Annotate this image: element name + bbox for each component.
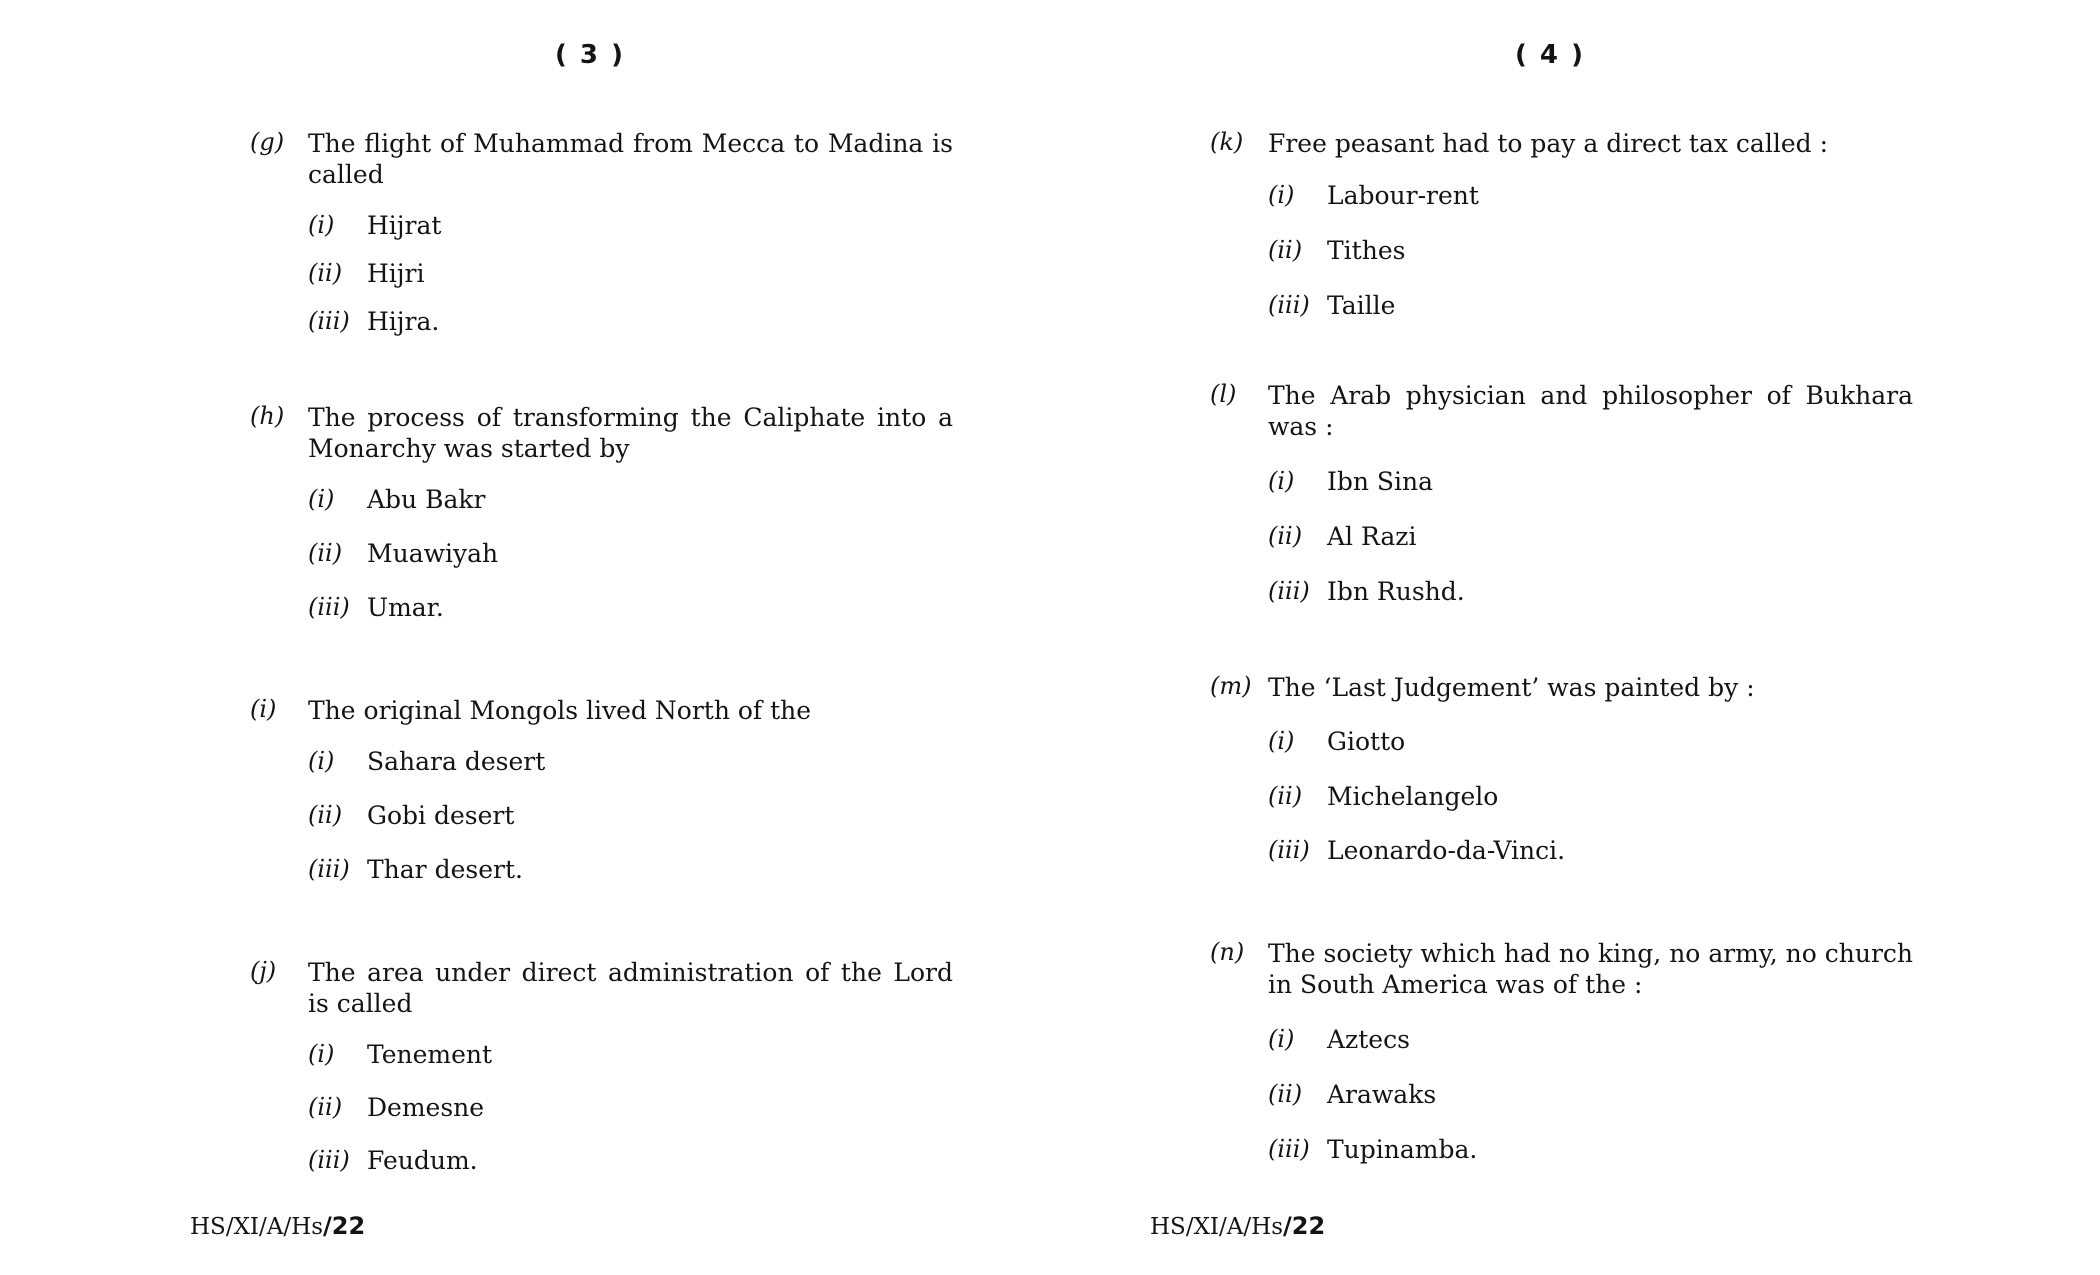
page-number: ( 4 ) <box>1515 40 1585 70</box>
option-text: Taille <box>1327 291 1396 320</box>
question-text: The ‘Last Judgement’ was painted by : <box>1268 673 1755 702</box>
question-label: (n) <box>1210 938 1245 966</box>
question-label: (i) <box>250 695 277 723</box>
option-label: (i) <box>1268 181 1295 209</box>
option-label: (iii) <box>1268 1135 1310 1163</box>
footer-code <box>190 1212 365 1240</box>
option-ii <box>1268 522 1868 554</box>
option-label: (ii) <box>308 1093 343 1121</box>
option-text: Gobi desert <box>367 801 515 830</box>
option-iii <box>308 307 908 339</box>
option-label: (ii) <box>308 539 343 567</box>
footer-number: /22 <box>323 1212 366 1240</box>
option-text: Demesne <box>367 1093 485 1122</box>
option-label: (ii) <box>1268 1080 1303 1108</box>
option-text: Hijra. <box>367 307 440 336</box>
question-label: (j) <box>250 957 277 985</box>
option-i <box>1268 727 1868 759</box>
option-label: (ii) <box>1268 782 1303 810</box>
option-text: Sahara desert <box>367 747 546 776</box>
question-text: The process of transforming the Caliphate into a Monarchy was started by <box>308 403 953 463</box>
option-label: (ii) <box>1268 236 1303 264</box>
footer-code <box>1150 1212 1325 1240</box>
option-text: Michelangelo <box>1327 782 1499 811</box>
option-ii <box>308 801 908 833</box>
option-label: (ii) <box>1268 522 1303 550</box>
question-text: The Arab physician and philosopher of Bukhara was : <box>1268 381 1913 441</box>
option-i <box>1268 1025 1868 1057</box>
option-iii <box>1268 291 1868 323</box>
option-text: Aztecs <box>1327 1025 1410 1054</box>
option-iii <box>308 593 908 625</box>
question-text: The society which had no king, no army, no church in South America was of the : <box>1268 939 1913 999</box>
option-text: Feudum. <box>367 1146 478 1175</box>
option-label: (iii) <box>308 1146 350 1174</box>
option-text: Abu Bakr <box>367 485 486 514</box>
footer-series: HS/XI/A/Hs <box>190 1214 323 1240</box>
option-text: Leonardo-da-Vinci. <box>1327 836 1566 865</box>
page-number: ( 3 ) <box>555 40 625 70</box>
option-label: (iii) <box>1268 291 1310 319</box>
question-label: (l) <box>1210 380 1237 408</box>
question-text: Free peasant had to pay a direct tax called : <box>1268 129 1828 158</box>
option-label: (iii) <box>1268 836 1310 864</box>
option-label: (iii) <box>308 307 350 335</box>
option-iii <box>1268 836 1868 868</box>
option-ii <box>1268 782 1868 814</box>
footer-series: HS/XI/A/Hs <box>1150 1214 1283 1240</box>
footer-number: /22 <box>1283 1212 1326 1240</box>
option-iii <box>1268 577 1868 609</box>
option-label: (i) <box>1268 1025 1295 1053</box>
option-text: Ibn Rushd. <box>1327 577 1465 606</box>
option-text: Arawaks <box>1327 1080 1437 1109</box>
question-text: The area under direct administration of the Lord is called <box>308 958 953 1018</box>
option-ii <box>308 259 908 291</box>
option-ii <box>308 1093 908 1125</box>
option-ii <box>1268 1080 1868 1112</box>
option-text: Hijrat <box>367 211 442 240</box>
option-i <box>308 485 908 517</box>
option-text: Tithes <box>1327 236 1406 265</box>
option-iii <box>1268 1135 1868 1167</box>
option-text: Muawiyah <box>367 539 499 568</box>
option-label: (i) <box>308 747 335 775</box>
page-right <box>1050 0 2100 1275</box>
option-label: (iii) <box>308 855 350 883</box>
option-label: (ii) <box>308 259 343 287</box>
option-label: (iii) <box>1268 577 1310 605</box>
option-text: Labour-rent <box>1327 181 1479 210</box>
option-i <box>1268 181 1868 213</box>
option-iii <box>308 1146 908 1178</box>
option-text: Ibn Sina <box>1327 467 1434 496</box>
option-ii <box>308 539 908 571</box>
option-ii <box>1268 236 1868 268</box>
option-i <box>308 747 908 779</box>
option-text: Tupinamba. <box>1327 1135 1478 1164</box>
option-i <box>308 211 908 243</box>
question-label: (h) <box>250 402 285 430</box>
option-label: (i) <box>308 211 335 239</box>
option-label: (i) <box>308 485 335 513</box>
option-text: Giotto <box>1327 727 1406 756</box>
option-i <box>308 1040 908 1072</box>
option-text: Tenement <box>367 1040 493 1069</box>
question-text: The flight of Muhammad from Mecca to Madina is called <box>308 129 953 189</box>
option-text: Thar desert. <box>367 855 523 884</box>
option-text: Umar. <box>367 593 444 622</box>
option-label: (ii) <box>308 801 343 829</box>
option-label: (iii) <box>308 593 350 621</box>
option-text: Hijri <box>367 259 425 288</box>
option-text: Al Razi <box>1327 522 1417 551</box>
question-label: (g) <box>250 128 285 156</box>
option-label: (i) <box>308 1040 335 1068</box>
question-text: The original Mongols lived North of the <box>308 696 812 725</box>
question-label: (m) <box>1210 672 1252 700</box>
option-iii <box>308 855 908 887</box>
option-label: (i) <box>1268 467 1295 495</box>
question-label: (k) <box>1210 128 1244 156</box>
option-label: (i) <box>1268 727 1295 755</box>
option-i <box>1268 467 1868 499</box>
